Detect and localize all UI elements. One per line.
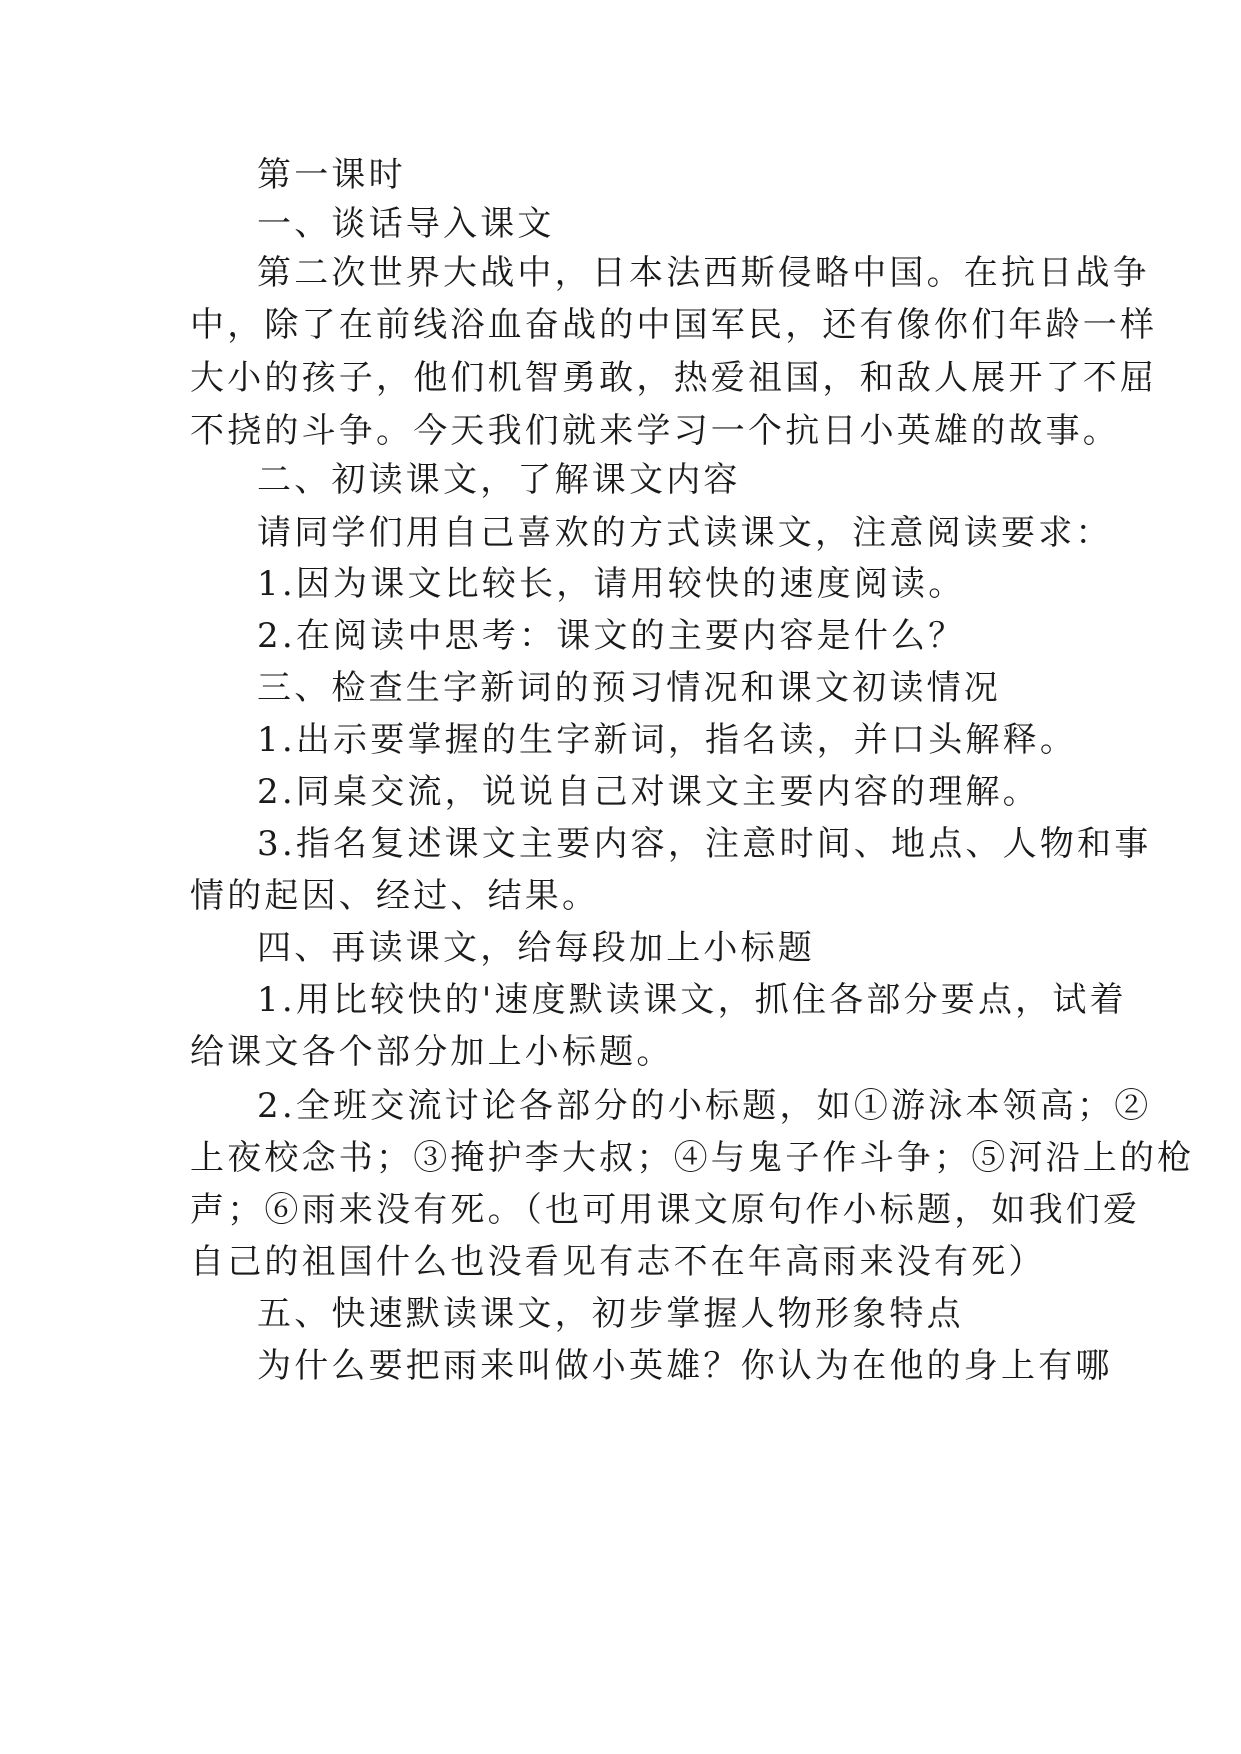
section-heading-3: 三、检查生字新词的预习情况和课文初读情况 xyxy=(257,668,1001,708)
section-heading-2: 二、初读课文，了解课文内容 xyxy=(257,460,741,500)
section-heading-4: 四、再读课文，给每段加上小标题 xyxy=(257,928,815,968)
list-item: 3.指名复述课文主要内容，注意时间、地点、人物和事 xyxy=(257,824,1152,864)
section-heading-5: 五、快速默读课文，初步掌握人物形象特点 xyxy=(257,1294,964,1334)
paragraph-line: 自己的祖国什么也没看见有志不在年高雨来没有死） xyxy=(190,1242,1046,1282)
paragraph-line: 中，除了在前线浴血奋战的中国军民，还有像你们年龄一样 xyxy=(190,305,1158,345)
list-item: 1.出示要掌握的生字新词，指名读，并口头解释。 xyxy=(257,720,1078,760)
list-item: 1.因为课文比较长，请用较快的速度阅读。 xyxy=(257,564,966,604)
paragraph-line: 情的起因、经过、结果。 xyxy=(190,876,600,916)
list-item: 2.同桌交流，说说自己对课文主要内容的理解。 xyxy=(257,772,1040,812)
paragraph-line: 为什么要把雨来叫做小英雄？你认为在他的身上有哪 xyxy=(257,1346,1113,1386)
section-heading-1: 一、谈话导入课文 xyxy=(257,204,555,244)
paragraph-line: 第二次世界大战中，日本法西斯侵略中国。在抗日战争 xyxy=(257,253,1150,293)
paragraph-line: 声；⑥雨来没有死。（也可用课文原句作小标题，如我们爱 xyxy=(190,1190,1141,1230)
paragraph-line: 不挠的斗争。今天我们就来学习一个抗日小英雄的故事。 xyxy=(190,411,1120,451)
paragraph-line: 大小的孩子，他们机智勇敢，热爱祖国，和敌人展开了不屈 xyxy=(190,358,1158,398)
paragraph-line: 上夜校念书；③掩护李大叔；④与鬼子作斗争；⑤河沿上的枪 xyxy=(190,1138,1195,1178)
list-item: 1.用比较快的'速度默读课文，抓住各部分要点，试着 xyxy=(257,980,1127,1020)
lesson-heading: 第一课时 xyxy=(257,155,406,195)
list-item: 2.在阅读中思考：课文的主要内容是什么？ xyxy=(257,616,966,656)
paragraph-line: 请同学们用自己喜欢的方式读课文，注意阅读要求： xyxy=(257,513,1113,553)
list-item: 2.全班交流讨论各部分的小标题，如①游泳本领高；② xyxy=(257,1086,1152,1126)
paragraph-line: 给课文各个部分加上小标题。 xyxy=(190,1032,674,1072)
